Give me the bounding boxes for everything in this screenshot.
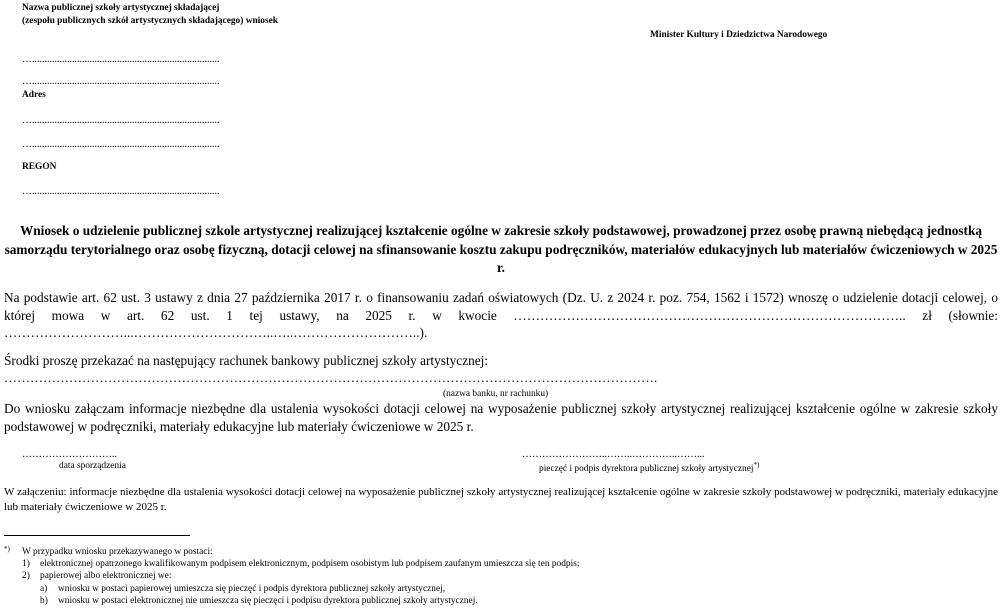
regon-line[interactable]: …...........................................................................	[22, 186, 220, 197]
school-name-line-1[interactable]: …...........................................................................	[22, 54, 220, 65]
footnote-item-b-num: b)	[40, 596, 48, 606]
regon-label: REGON	[22, 162, 57, 172]
signature-line[interactable]: ……………………..……..…………..……...	[522, 449, 705, 460]
footnote-item-a-num: a)	[40, 584, 48, 594]
document-title: Wniosek o udzielenie publicznej szkole artystycznej realizującej kształcenie ogólne w zakresie szkoły podstawowej, prowadzonej przez osobę prawną niebędącą jednostką samorządu terytorialnego oraz osobę fizyczną, dotacji celowej na sfinansowanie kosztu zakupu podręczników, materiałów edukacyjnych lub materiałów ćwiczeniowych w 2025 r.	[4, 223, 998, 275]
address-line-2[interactable]: …...........................................................................	[22, 139, 220, 150]
school-name-label-1: Nazwa publicznej szkoły artystycznej składającej	[22, 3, 220, 13]
footnote-item-1-num: 1)	[22, 559, 30, 569]
address-label: Adres	[22, 90, 46, 100]
footnote-item-b: wniosku w postaci elektronicznej nie umieszcza się pieczęci i podpisu dyrektora publicznej szkoły artystycznej.	[58, 596, 478, 606]
date-caption: data sporządzenia	[59, 461, 126, 471]
signature-caption: pieczęć i podpis dyrektora publicznej szkoły artystycznej*)	[539, 461, 760, 475]
attachment-note: W załączeniu: informacje niezbędne dla ustalenia wysokości dotacji celowej na wyposażenie publicznej szkoły artystycznej realizującej kształcenie ogólne w zakresie szkoły podstawowej w podręczniki, materiały edukacyjne lub materiały ćwiczeniowe w 2025 r.	[4, 486, 998, 513]
footnote-intro: W przypadku wniosku przekazywanego w postaci:	[22, 547, 213, 557]
footnote-item-1: elektronicznej opatrzonego kwalifikowanym podpisem elektronicznym, podpisem osobistym lub podpisem zaufanym umieszcza się ten podpis;	[40, 559, 580, 569]
school-name-label-2: (zespołu publicznych szkół artystycznych składającego) wniosek	[22, 16, 278, 26]
footnote-mark: *)	[4, 545, 10, 553]
bank-caption: (nazwa banku, nr rachunku)	[443, 389, 549, 399]
footnote-ref: *)	[753, 461, 760, 469]
footnote-item-2: papierowej albo elektronicznej we:	[40, 571, 172, 581]
recipient-label: Minister Kultury i Dziedzictwa Narodowego	[650, 30, 828, 40]
bank-intro: Środki proszę przekazać na następujący rachunek bankowy publicznej szkoły artystycznej:	[4, 353, 489, 368]
request-paragraph: Na podstawie art. 62 ust. 3 ustawy z dnia 27 października 2017 r. o finansowaniu zadań oświatowych (Dz. U. z 2024 r. poz. 754, 1562 i 1572) wnoszę o udzielenie dotacji celowej, o której mowa w art. 62 ust. 1 tej ustawy, na 2025 r. w kwocie …………………………………………………………………………….. zł (słownie: ………………………...…………………………..…..………………………..).	[4, 290, 998, 341]
footnote-item-2-num: 2)	[22, 571, 30, 581]
school-name-line-2[interactable]: …...........................................................................	[22, 76, 220, 87]
date-line[interactable]: ………………………..	[22, 449, 117, 460]
footnote-item-a: wniosku w postaci papierowej umieszcza się pieczęć i podpis dyrektora publicznej szkoły artystycznej,	[58, 584, 446, 594]
bank-account-line[interactable]: …………………………………………………………………………………………………………………………………….	[4, 370, 658, 385]
footnote-separator	[4, 535, 190, 536]
address-line-1[interactable]: …...........................................................................	[22, 115, 220, 126]
attachments-paragraph: Do wniosku załączam informacje niezbędne dla ustalenia wysokości dotacji celowej na wyposażenie publicznej szkoły artystycznej realizującej kształcenie ogólne w zakresie szkoły podstawowej w podręczniki, materiały edukacyjne lub materiały ćwiczeniowe w 2025 r.	[4, 401, 998, 434]
